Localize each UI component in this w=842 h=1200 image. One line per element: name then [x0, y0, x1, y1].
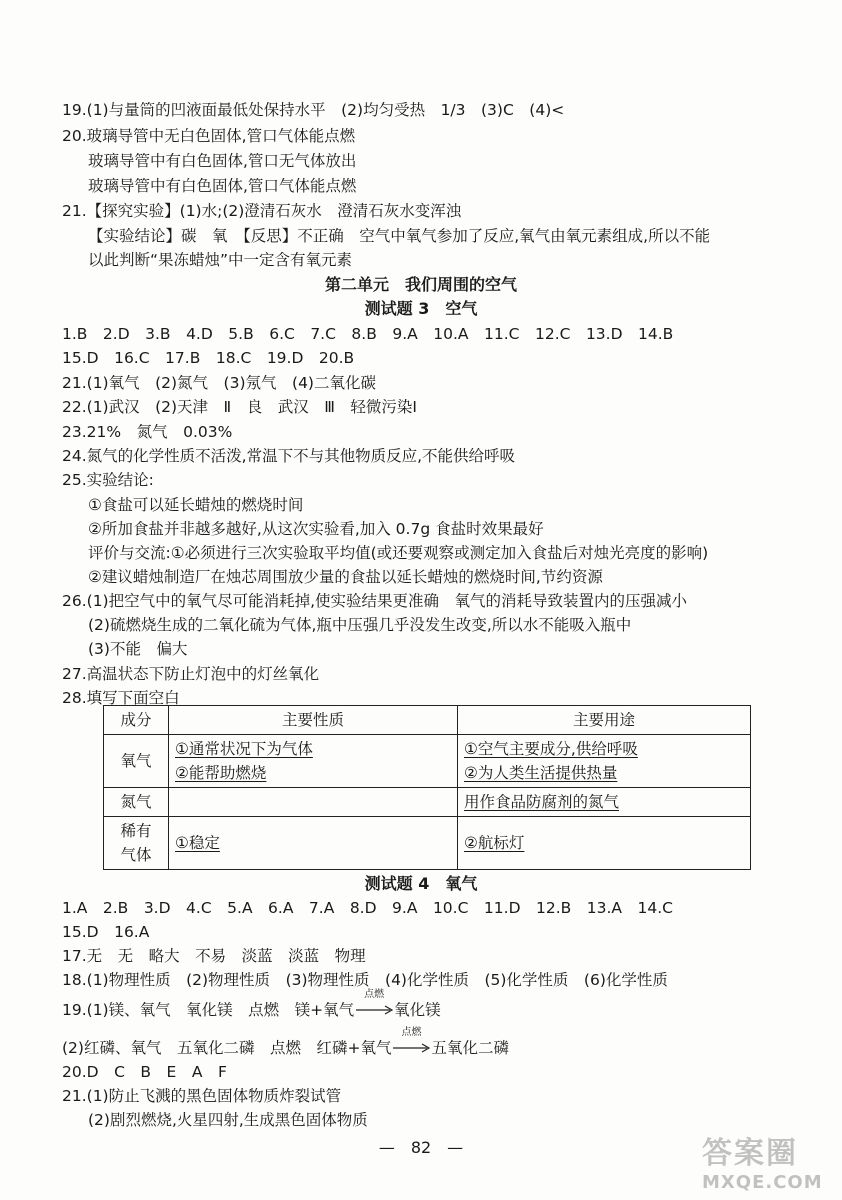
test3-answer-23: 23.21% 氮气 0.03% [62, 423, 233, 441]
row-nitrogen-properties [169, 788, 458, 817]
oxygen-prop-2: ②能帮助燃烧 [175, 764, 267, 782]
unit-title: 第二单元 我们周围的空气 [324, 275, 517, 294]
row-nitrogen-uses [458, 788, 751, 817]
eq2-product: 五氧化二磷 [431, 1039, 509, 1057]
noble-prop: ①稳定 [175, 834, 220, 852]
table-row [104, 735, 751, 788]
test3-answer-25-2: ②所加食盐并非越多越好,从这次实验看,加入 0.7g 食盐时效果最好 [88, 520, 544, 538]
arrow-icon [354, 1000, 394, 1020]
test4-answer-20: 20.D C B E A F [62, 1063, 227, 1081]
test4-answer-19-1 [62, 989, 441, 1020]
test4-answer-21-1: 21.(1)防止飞溅的黑色固体物质炸裂试管 [62, 1087, 342, 1105]
test3-title: 测试题 3 空气 [364, 299, 478, 318]
test3-answer-25-head: 25.实验结论: [62, 471, 154, 489]
answer-20-line2: 玻璃导管中有白色固体,管口无气体放出 [88, 152, 357, 170]
test3-answer-26-2: (2)硫燃烧生成的二氧化硫为气体,瓶中压强几乎没发生改变,所以水不能吸入瓶中 [88, 616, 632, 634]
answer-20-line1: 20.玻璃导管中无白色固体,管口气体能点燃 [62, 127, 356, 145]
row-noble-properties [169, 817, 458, 870]
row-nitrogen-name: 氮气 [104, 788, 169, 817]
test4-answer-18: 18.(1)物理性质 (2)物理性质 (3)物理性质 (4)化学性质 (5)化学性质 (6)化学性质 [62, 971, 668, 989]
test3-answer-26-3: (3)不能 偏大 [88, 640, 188, 658]
nitrogen-use: 用作食品防腐剂的氮气 [464, 793, 620, 811]
test3-answer-22: 22.(1)武汉 (2)天津 Ⅱ 良 武汉 Ⅲ 轻微污染Ⅰ [62, 398, 417, 416]
test3-answer-28: 28.填写下面空白 [62, 689, 180, 707]
arrow-condition-2: 点燃 [401, 1027, 422, 1038]
test3-answer-24: 24.氮气的化学性质不活泼,常温下不与其他物质反应,不能供给呼吸 [62, 447, 516, 465]
watermark-logo [702, 1128, 832, 1192]
test3-mc-row1: 1.B 2.D 3.B 4.D 5.B 6.C 7.C 8.B 9.A 10.A 11.C 12.C 13.D 14.B [62, 325, 674, 343]
eq1-product: 氧化镁 [394, 1001, 441, 1019]
test3-answer-21: 21.(1)氧气 (2)氮气 (3)氖气 (4)二氧化碳 [62, 374, 376, 392]
noble-use: ②航标灯 [464, 834, 525, 852]
answer-21-line1: 21.【探究实验】(1)水;(2)澄清石灰水 澄清石灰水变浑浊 [62, 202, 462, 220]
reaction-arrow-1 [354, 989, 394, 1020]
test4-answer-17: 17.无 无 略大 不易 淡蓝 淡蓝 物理 [62, 947, 366, 965]
test3-answer-25-4: ②建议蜡烛制造厂在烛芯周围放少量的食盐以延长蜡烛的燃烧时间,节约资源 [88, 568, 603, 586]
row-oxygen-uses [458, 735, 751, 788]
test4-answer-19-2 [62, 1027, 509, 1058]
test4-mc-row2: 15.D 16.A [62, 923, 150, 941]
eq2-prefix: (2)红磷、氧气 五氧化二磷 点燃 红磷+氧气 [62, 1039, 392, 1057]
eq1-prefix: 19.(1)镁、氧气 氧化镁 点燃 镁+氧气 [62, 1001, 355, 1019]
page-number: — 82 — [378, 1138, 464, 1157]
test3-answer-26-1: 26.(1)把空气中的氧气尽可能消耗掉,使实验结果更准确 氧气的消耗导致装置内的压强减小 [62, 592, 688, 610]
test3-answer-27: 27.高温状态下防止灯泡中的灯丝氧化 [62, 665, 320, 683]
test4-answer-21-2: (2)剧烈燃烧,火星四射,生成黑色固体物质 [88, 1111, 368, 1129]
oxygen-prop-1: ①通常状况下为气体 [175, 740, 313, 758]
answer-19: 19.(1)与量筒的凹液面最低处保持水平 (2)均匀受热 1/3 (3)C (4)< [62, 101, 565, 119]
row-oxygen-name: 氧气 [104, 735, 169, 788]
gas-properties-table [103, 705, 751, 870]
row-noble-name [104, 817, 169, 870]
answer-21-line3: 以此判断“果冻蜡烛”中一定含有氧元素 [88, 251, 353, 269]
row-noble-uses [458, 817, 751, 870]
noble-name-line2: 气体 [120, 846, 152, 864]
table-row [104, 817, 751, 870]
test4-title: 测试题 4 氧气 [364, 874, 478, 893]
header-properties: 主要性质 [169, 706, 458, 735]
test4-mc-row1: 1.A 2.B 3.D 4.C 5.A 6.A 7.A 8.D 9.A 10.C 11.D 12.B 13.A 14.C [62, 899, 674, 917]
test3-answer-25-3: 评价与交流:①必须进行三次实验取平均值(或还要观察或测定加入食盐后对烛光亮度的影响) [88, 544, 709, 562]
answer-20-line3: 玻璃导管中有白色固体,管口气体能点燃 [88, 177, 357, 195]
answer-21-line2: 【实验结论】碳 氧 【反思】不正确 空气中氧气参加了反应,氧气由氧元素组成,所以不能 [88, 227, 711, 245]
arrow-icon [391, 1038, 431, 1058]
table-row [104, 788, 751, 817]
row-oxygen-properties [169, 735, 458, 788]
table-header-row [104, 706, 751, 735]
oxygen-use-1: ①空气主要成分,供给呼吸 [464, 740, 638, 758]
watermark-text: 答案圈 [702, 1136, 798, 1171]
header-uses: 主要用途 [458, 706, 751, 735]
reaction-arrow-2 [391, 1027, 431, 1058]
watermark-url: MXQE.COM [702, 1172, 823, 1193]
test3-answer-25-1: ①食盐可以延长蜡烛的燃烧时间 [88, 496, 304, 514]
header-component: 成分 [104, 706, 169, 735]
noble-name-line1: 稀有 [120, 822, 152, 840]
oxygen-use-2: ②为人类生活提供热量 [464, 764, 618, 782]
test3-mc-row2: 15.D 16.C 17.B 18.C 19.D 20.B [62, 349, 355, 367]
arrow-condition-1: 点燃 [364, 989, 385, 1000]
